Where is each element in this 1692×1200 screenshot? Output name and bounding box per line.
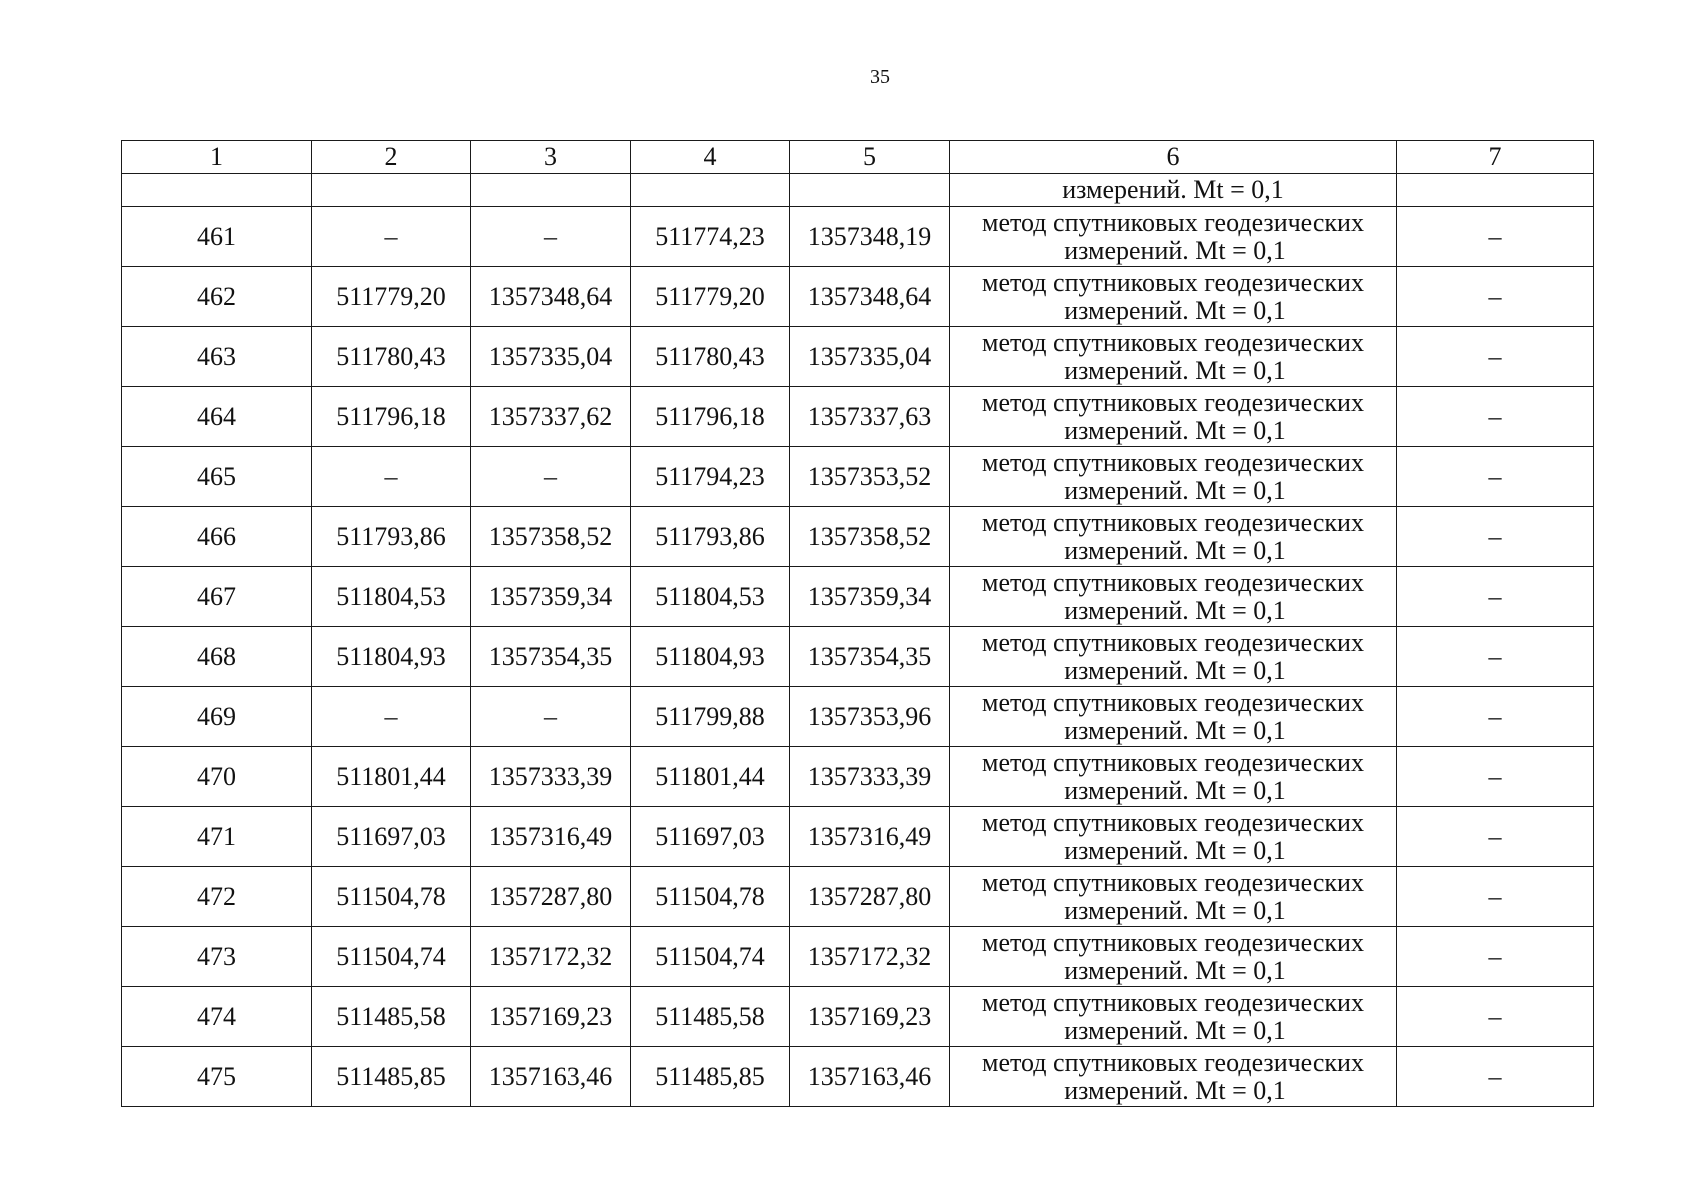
table-cell: 511801,44: [312, 747, 471, 807]
table-cell: –: [312, 447, 471, 507]
table-cell: 511804,53: [312, 567, 471, 627]
table-cell: 1357333,39: [471, 747, 631, 807]
method-text-line: измерений. Mt = 0,1: [1064, 895, 1286, 925]
method-cell: измерений. Mt = 0,1: [950, 174, 1397, 207]
table-cell: 1357169,23: [790, 987, 950, 1047]
method-text-line: измерений. Mt = 0,1: [1064, 595, 1286, 625]
table-cell: –: [1397, 447, 1594, 507]
method-text-line: метод спутниковых геодезических: [982, 627, 1364, 657]
table-cell: 1357354,35: [790, 627, 950, 687]
table-row: [122, 807, 1594, 867]
table-row: [122, 867, 1594, 927]
table-cell: 1357353,52: [790, 447, 950, 507]
table-cell: 1357358,52: [790, 507, 950, 567]
table-cell: [122, 174, 312, 207]
method-cell: [950, 387, 1397, 447]
table-cell: 1357172,32: [790, 927, 950, 987]
method-cell: [950, 867, 1397, 927]
table-cell: [471, 174, 631, 207]
table-cell: 511485,85: [631, 1047, 790, 1107]
column-header: 2: [312, 141, 471, 174]
table-cell: [1397, 174, 1594, 207]
table-cell: –: [1397, 927, 1594, 987]
method-text-line: метод спутниковых геодезических: [982, 807, 1364, 837]
point-number-cell: 472: [122, 867, 312, 927]
table-cell: –: [1397, 867, 1594, 927]
method-text-line: метод спутниковых геодезических: [982, 207, 1364, 237]
point-number-cell: 467: [122, 567, 312, 627]
table-cell: 1357335,04: [471, 327, 631, 387]
table-row: [122, 207, 1594, 267]
method-text-line: измерений. Mt = 0,1: [1064, 655, 1286, 685]
table-row: [122, 507, 1594, 567]
table-cell: 511504,74: [631, 927, 790, 987]
table-cell: 511504,78: [631, 867, 790, 927]
table-cell: 1357316,49: [790, 807, 950, 867]
method-cell: [950, 807, 1397, 867]
table-cell: 1357359,34: [471, 567, 631, 627]
table-cell: 511504,78: [312, 867, 471, 927]
point-number-cell: 469: [122, 687, 312, 747]
table-row: [122, 387, 1594, 447]
table-cell: 511796,18: [631, 387, 790, 447]
table-cell: 511804,53: [631, 567, 790, 627]
point-number-cell: 465: [122, 447, 312, 507]
point-number-cell: 464: [122, 387, 312, 447]
method-text-line: метод спутниковых геодезических: [982, 327, 1364, 357]
table-cell: 511697,03: [631, 807, 790, 867]
method-text-line: метод спутниковых геодезических: [982, 867, 1364, 897]
point-number-cell: 461: [122, 207, 312, 267]
table-cell: 1357348,64: [790, 267, 950, 327]
column-header: 3: [471, 141, 631, 174]
method-cell: [950, 507, 1397, 567]
table-cell: –: [1397, 807, 1594, 867]
method-text-line: измерений. Mt = 0,1: [1064, 235, 1286, 265]
table-cell: 511799,88: [631, 687, 790, 747]
point-number-cell: 462: [122, 267, 312, 327]
table-cell: 511793,86: [312, 507, 471, 567]
column-header: 4: [631, 141, 790, 174]
table-row: [122, 687, 1594, 747]
table-cell: –: [1397, 627, 1594, 687]
table-cell: –: [1397, 1047, 1594, 1107]
table-cell: 511485,58: [312, 987, 471, 1047]
table-cell: –: [1397, 747, 1594, 807]
method-text-line: метод спутниковых геодезических: [982, 567, 1364, 597]
table-cell: –: [1397, 687, 1594, 747]
table-row: [122, 447, 1594, 507]
table-cell: 1357337,62: [471, 387, 631, 447]
table-cell: 511793,86: [631, 507, 790, 567]
point-number-cell: 475: [122, 1047, 312, 1107]
method-text-line: метод спутниковых геодезических: [982, 387, 1364, 417]
table-cell: 511780,43: [312, 327, 471, 387]
continuation-row: [122, 174, 1594, 207]
method-text-line: измерений. Mt = 0,1: [1064, 355, 1286, 385]
table-cell: 511796,18: [312, 387, 471, 447]
table-cell: 1357348,64: [471, 267, 631, 327]
table-cell: 1357172,32: [471, 927, 631, 987]
method-text-line: измерений. Mt = 0,1: [1064, 1015, 1286, 1045]
column-header: 5: [790, 141, 950, 174]
method-text-line: измерений. Mt = 0,1: [1064, 1075, 1286, 1105]
table-cell: 1357287,80: [790, 867, 950, 927]
table-cell: [312, 174, 471, 207]
method-cell: [950, 207, 1397, 267]
method-cell: [950, 687, 1397, 747]
table-cell: 1357337,63: [790, 387, 950, 447]
point-number-cell: 474: [122, 987, 312, 1047]
table-cell: –: [312, 687, 471, 747]
coordinates-table: [121, 140, 1594, 1107]
point-number-cell: 466: [122, 507, 312, 567]
table-cell: –: [1397, 267, 1594, 327]
table-cell: 1357354,35: [471, 627, 631, 687]
table-cell: 511804,93: [631, 627, 790, 687]
table-row: [122, 267, 1594, 327]
method-text-line: измерений. Mt = 0,1: [1064, 955, 1286, 985]
table-cell: 1357359,34: [790, 567, 950, 627]
table-row: [122, 1047, 1594, 1107]
method-cell: [950, 747, 1397, 807]
method-text-line: измерений. Mt = 0,1: [1064, 715, 1286, 745]
table-cell: 511774,23: [631, 207, 790, 267]
method-text-line: измерений. Mt = 0,1: [1064, 835, 1286, 865]
method-text-line: метод спутниковых геодезических: [982, 447, 1364, 477]
point-number-cell: 463: [122, 327, 312, 387]
table-cell: 511801,44: [631, 747, 790, 807]
table-cell: 1357358,52: [471, 507, 631, 567]
table-row: [122, 987, 1594, 1047]
table-cell: 1357333,39: [790, 747, 950, 807]
table-cell: 1357163,46: [471, 1047, 631, 1107]
page-number: 35: [870, 66, 890, 88]
table-cell: 511697,03: [312, 807, 471, 867]
point-number-cell: 471: [122, 807, 312, 867]
table-cell: –: [1397, 387, 1594, 447]
method-cell: [950, 987, 1397, 1047]
table-cell: 511804,93: [312, 627, 471, 687]
table-row: [122, 327, 1594, 387]
header-row: [122, 141, 1594, 174]
table-cell: [631, 174, 790, 207]
table-cell: 1357316,49: [471, 807, 631, 867]
table-cell: –: [1397, 207, 1594, 267]
table-cell: 1357353,96: [790, 687, 950, 747]
table-cell: –: [471, 447, 631, 507]
method-text-line: метод спутниковых геодезических: [982, 747, 1364, 777]
method-cell: [950, 447, 1397, 507]
point-number-cell: 473: [122, 927, 312, 987]
table-cell: –: [471, 207, 631, 267]
table-row: [122, 627, 1594, 687]
table-cell: 511485,58: [631, 987, 790, 1047]
table-cell: 1357287,80: [471, 867, 631, 927]
method-cell: [950, 927, 1397, 987]
table-cell: –: [312, 207, 471, 267]
method-cell: [950, 1047, 1397, 1107]
method-cell: [950, 267, 1397, 327]
table-cell: 1357163,46: [790, 1047, 950, 1107]
method-cell: [950, 627, 1397, 687]
table-cell: 511504,74: [312, 927, 471, 987]
table-cell: [790, 174, 950, 207]
method-cell: [950, 567, 1397, 627]
column-header: 7: [1397, 141, 1594, 174]
method-text-line: метод спутниковых геодезических: [982, 927, 1364, 957]
table-cell: 511794,23: [631, 447, 790, 507]
method-text-line: измерений. Mt = 0,1: [1064, 475, 1286, 505]
table-cell: 1357335,04: [790, 327, 950, 387]
table-cell: –: [1397, 327, 1594, 387]
method-text-line: измерений. Mt = 0,1: [1064, 415, 1286, 445]
column-header: 6: [950, 141, 1397, 174]
table-row: [122, 927, 1594, 987]
table-cell: –: [471, 687, 631, 747]
table-row: [122, 747, 1594, 807]
table-cell: –: [1397, 507, 1594, 567]
table-cell: 1357348,19: [790, 207, 950, 267]
point-number-cell: 468: [122, 627, 312, 687]
table-cell: 511780,43: [631, 327, 790, 387]
table-cell: 511779,20: [631, 267, 790, 327]
method-text-line: метод спутниковых геодезических: [982, 687, 1364, 717]
method-text-line: измерений. Mt = 0,1: [1064, 295, 1286, 325]
table-cell: –: [1397, 987, 1594, 1047]
table-cell: 1357169,23: [471, 987, 631, 1047]
method-text-line: метод спутниковых геодезических: [982, 267, 1364, 297]
table-row: [122, 567, 1594, 627]
table-cell: 511485,85: [312, 1047, 471, 1107]
method-text-line: метод спутниковых геодезических: [982, 987, 1364, 1017]
method-text-line: метод спутниковых геодезических: [982, 507, 1364, 537]
method-text-line: измерений. Mt = 0,1: [1064, 775, 1286, 805]
point-number-cell: 470: [122, 747, 312, 807]
column-header: 1: [122, 141, 312, 174]
table-cell: 511779,20: [312, 267, 471, 327]
method-text-line: измерений. Mt = 0,1: [1064, 535, 1286, 565]
table-cell: –: [1397, 567, 1594, 627]
method-text-line: метод спутниковых геодезических: [982, 1047, 1364, 1077]
method-cell: [950, 327, 1397, 387]
